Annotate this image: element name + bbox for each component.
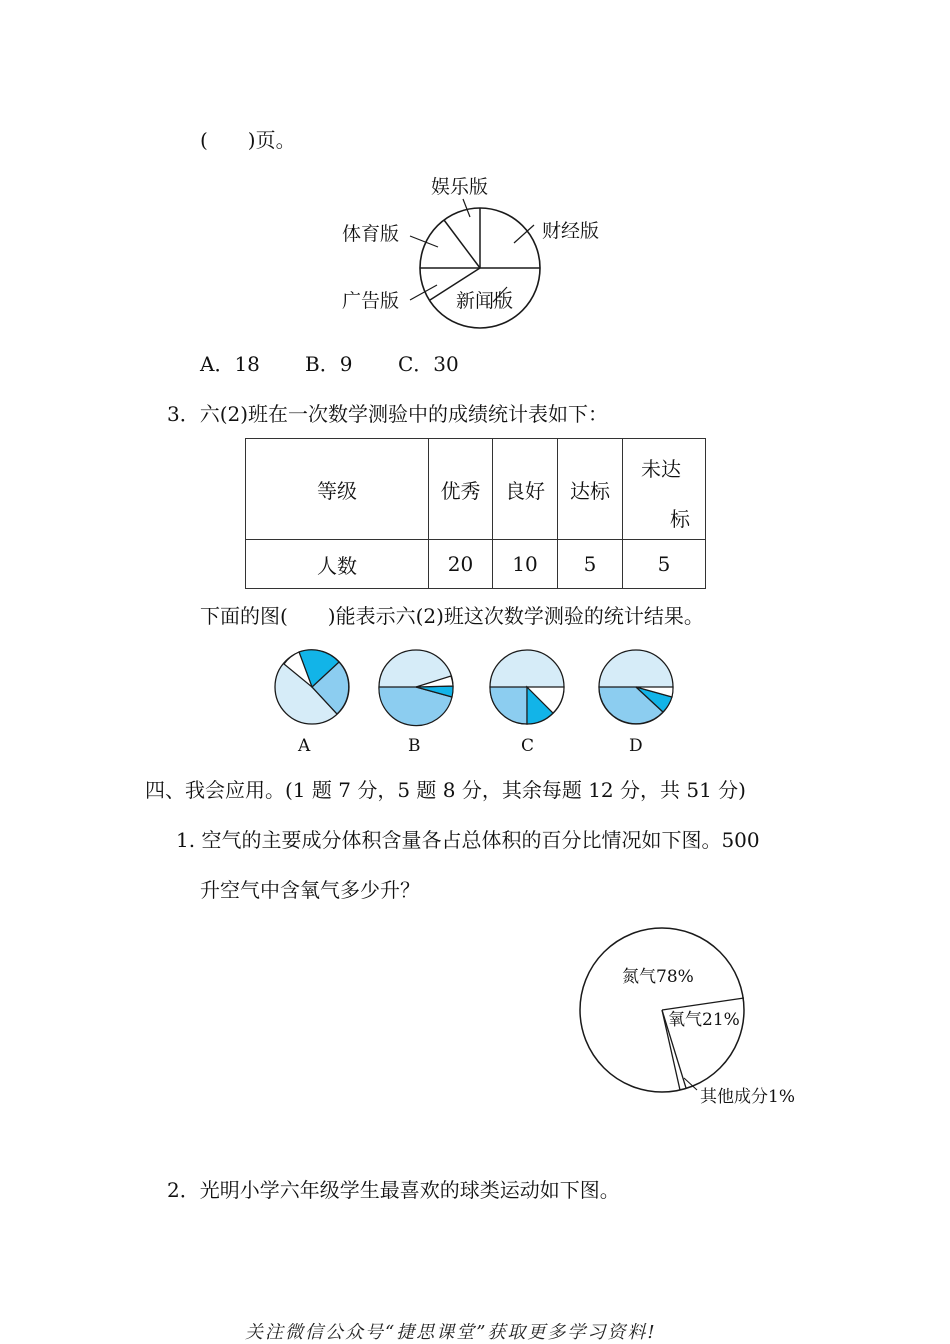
table-row-label: 人数	[246, 540, 429, 589]
fail-label-line1: 未达	[641, 457, 681, 481]
air-label-oxygen: 氧气21%	[668, 1010, 740, 1030]
table-cell: 10	[493, 540, 558, 589]
air-label-other: 其他成分1%	[700, 1087, 795, 1107]
option-c: C．30	[398, 352, 459, 376]
table-header-grade: 良好	[493, 439, 558, 540]
table-cell: 5	[623, 540, 706, 589]
section4-heading: 四、我会应用。(1 题 7 分，5 题 8 分，其余每题 12 分，共 51 分)	[145, 778, 746, 802]
q3-question: 下面的图( )能表示六(2)班这次数学测验的统计结果。	[200, 604, 704, 628]
footer-note: 关注微信公众号“捷思课堂”获取更多学习资料!	[245, 1322, 657, 1343]
label-ads: 广告版	[342, 290, 400, 312]
label-entertainment: 娱乐版	[431, 176, 489, 198]
label-news: 新闻版	[456, 290, 514, 312]
table-cell: 5	[558, 540, 623, 589]
choice-label-d: D	[629, 736, 643, 756]
table-cell: 20	[429, 540, 493, 589]
option-a: A．18	[200, 352, 260, 376]
air-label-nitrogen: 氮气78%	[622, 967, 694, 987]
choice-label-b: B	[408, 736, 421, 756]
q2-stem-tail: ( )页。	[200, 128, 296, 152]
s4-p1-line2: 升空气中含氧气多少升？	[200, 878, 420, 902]
table-header-grade: 优秀	[429, 439, 493, 540]
option-b: B．9	[305, 352, 353, 376]
fail-label-line2: 标	[670, 507, 690, 531]
table-header-label: 等级	[246, 439, 429, 540]
label-finance: 财经版	[542, 220, 600, 242]
choice-label-a: A	[298, 736, 311, 756]
s4-p1-line1: 1. 空气的主要成分体积含量各占总体积的百分比情况如下图。500	[176, 828, 760, 852]
s4-p2: 2．光明小学六年级学生最喜欢的球类运动如下图。	[167, 1178, 620, 1202]
table-header-grade: 达标	[558, 439, 623, 540]
q3-stem: 3．六(2)班在一次数学测验中的成绩统计表如下：	[167, 402, 609, 426]
choice-label-c: C	[521, 736, 535, 756]
label-sports: 体育版	[342, 223, 400, 245]
